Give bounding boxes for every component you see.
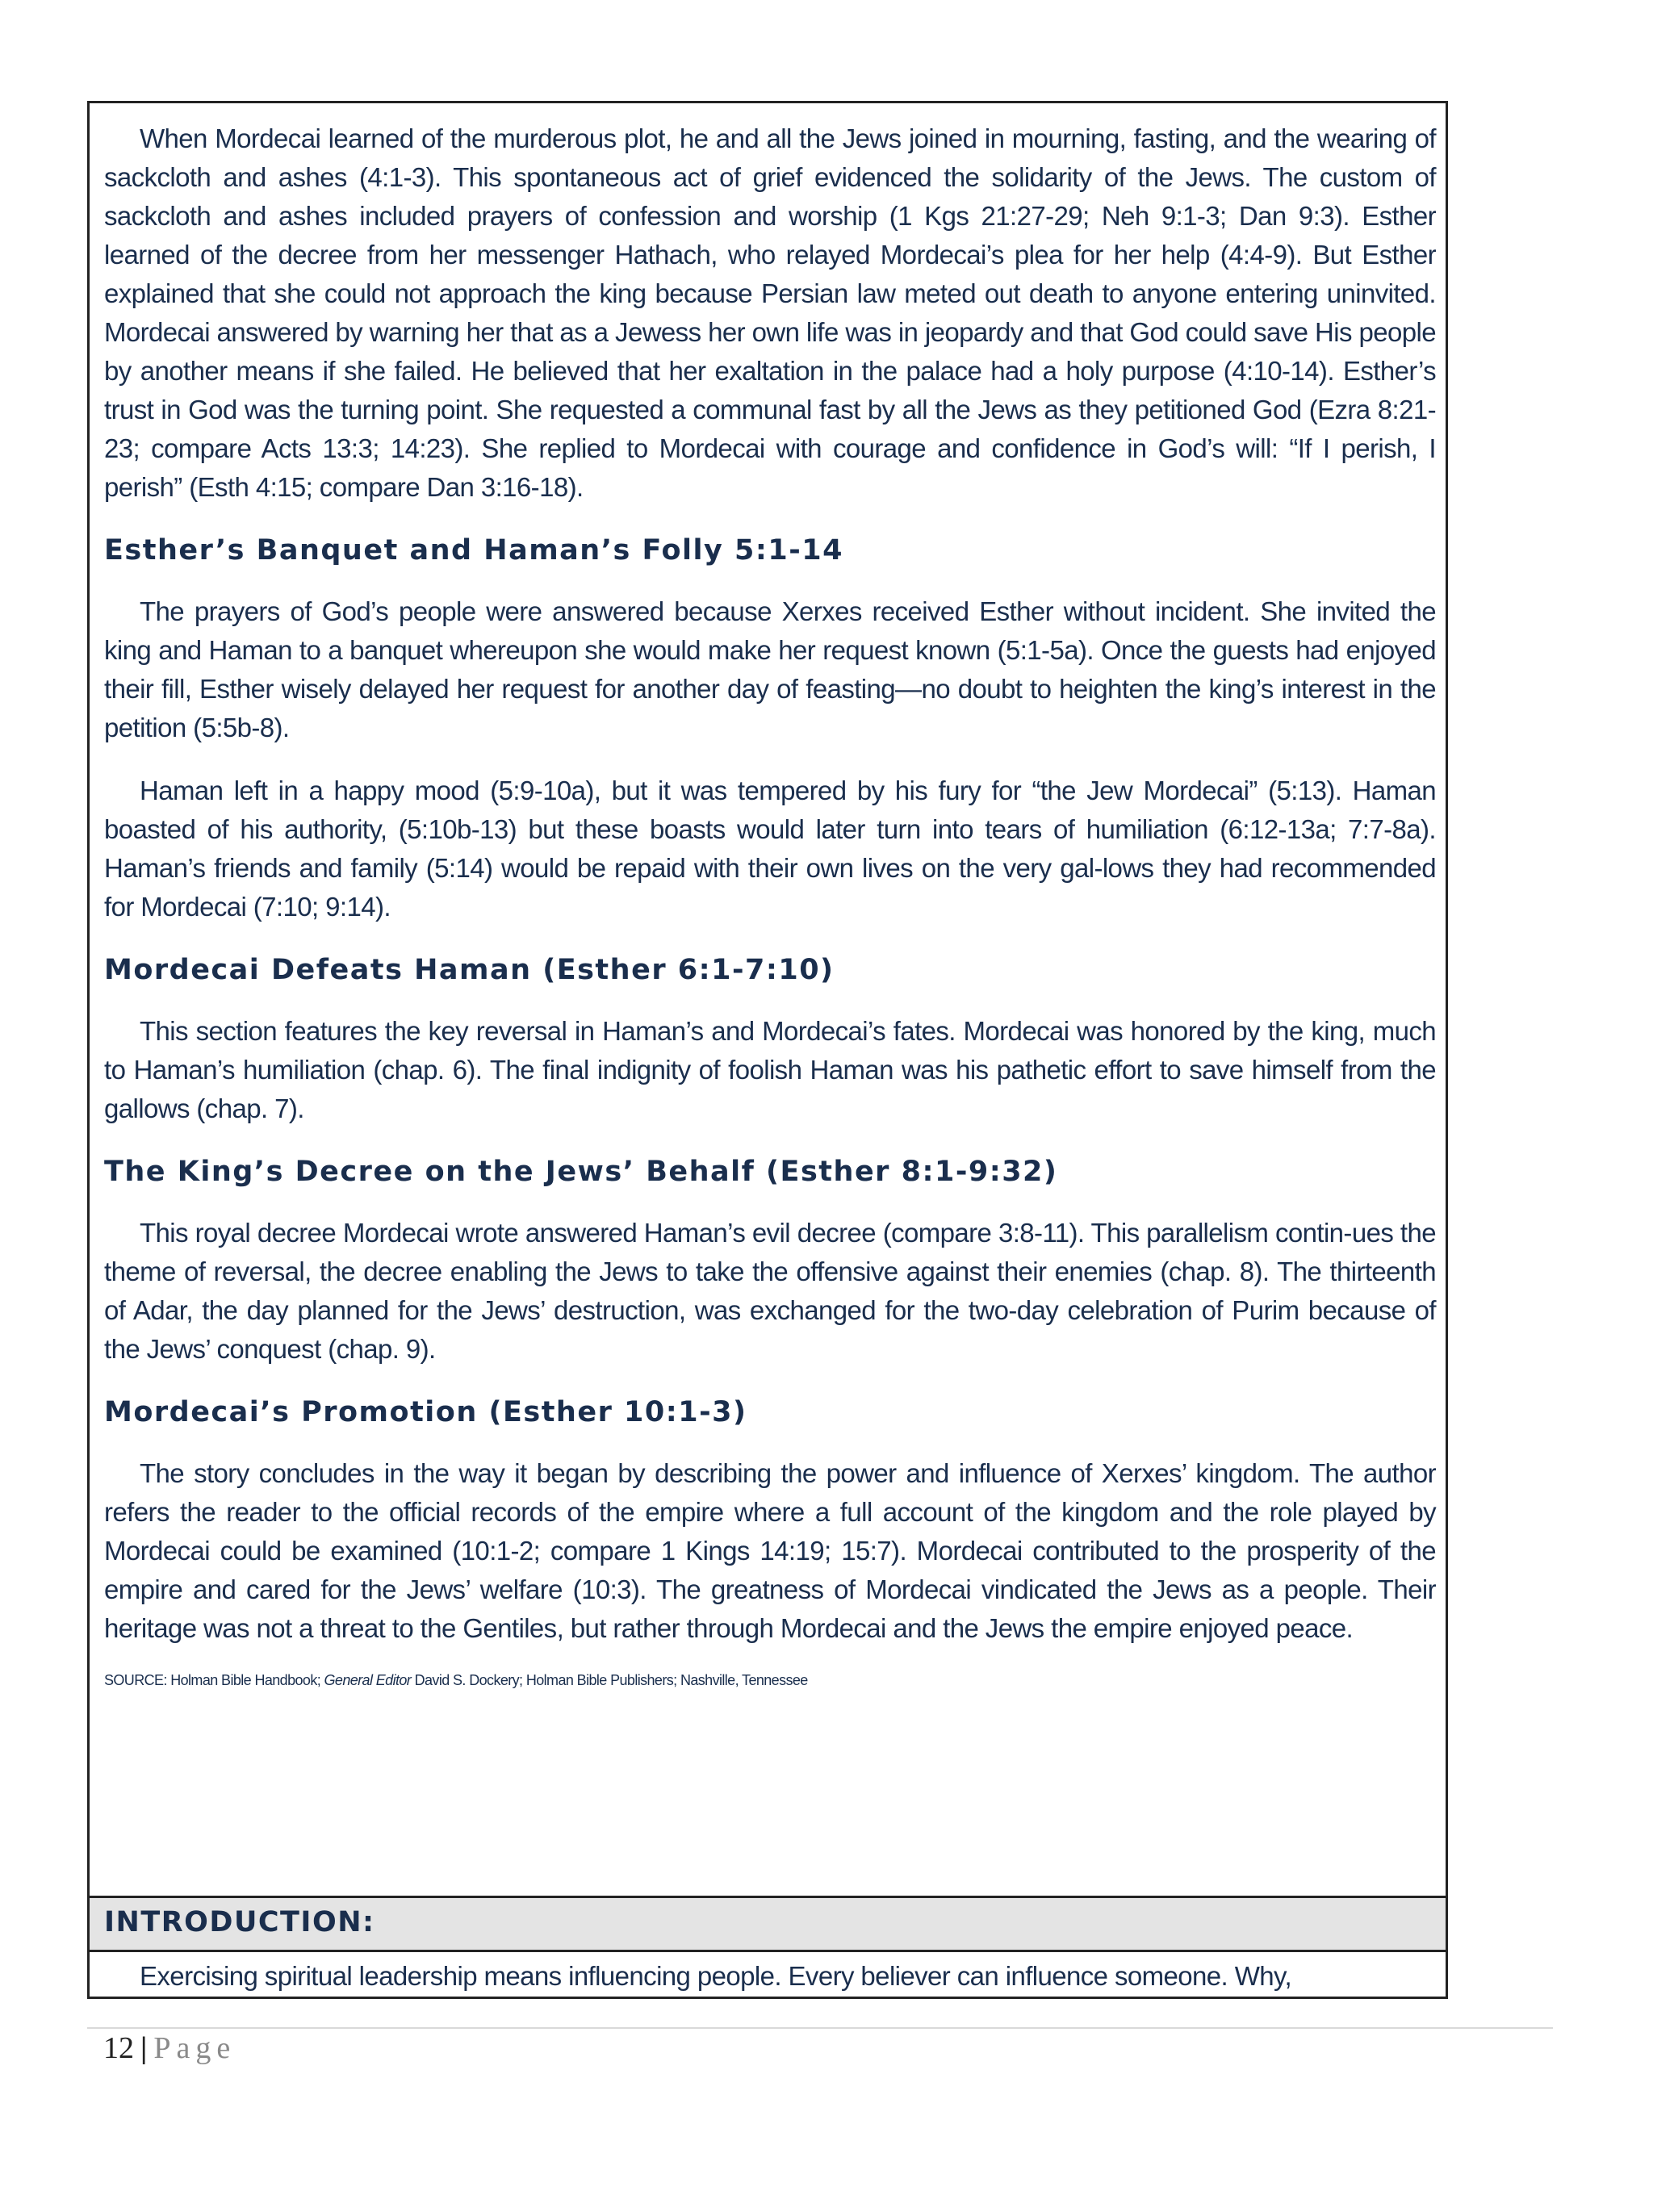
introduction-header-bar bbox=[90, 1896, 1446, 1952]
content-frame bbox=[87, 101, 1448, 1999]
page-word: Page bbox=[153, 2031, 236, 2065]
paragraph: This section features the key reversal in Haman’s and Mordecai’s fates. Mordecai was honored by the king, much to Haman’s humiliation (chap. 6). The final indignity of foolish Haman was his pathetic effort to save himself from the gallows (chap. 7). bbox=[104, 1016, 1436, 1123]
page-number: 12 bbox=[103, 2031, 134, 2065]
section-heading: Esther’s Banquet and Haman’s Folly 5:1-14 bbox=[104, 534, 843, 567]
footer-divider bbox=[87, 2027, 1553, 2029]
footer-separator: | bbox=[140, 2031, 148, 2065]
source-prefix: SOURCE: Holman Bible Handbook; bbox=[104, 1672, 324, 1688]
source-editor-label: General Editor bbox=[324, 1672, 412, 1688]
source-citation bbox=[104, 1672, 1436, 1689]
introduction-text: Exercising spiritual leadership means influencing people. Every believer can influence someone. Why, bbox=[140, 1961, 1292, 1991]
article-body bbox=[104, 119, 1436, 1689]
page-footer bbox=[103, 2030, 236, 2066]
section-heading: Mordecai Defeats Haman (Esther 6:1-7:10) bbox=[104, 954, 835, 986]
paragraph: The story concludes in the way it began by describing the power and influence of Xerxes’ kingdom. The author refers the reader to the official records of the empire where a full account of the kingdom and the role played by Mordecai could be examined (10:1-2; compare 1 Kings 14:19; 15:7). Mordecai contributed to the prosperity of the empire and cared for the Jews’ welfare (10:3). The greatness of Mordecai vindicated the Jews as a people. Their heritage was not a threat to the Gentiles, but rather through Mordecai and the Jews the empire enjoyed peace. bbox=[104, 1458, 1436, 1643]
section-heading: The King’s Decree on the Jews’ Behalf (Esther 8:1-9:32) bbox=[104, 1156, 1058, 1188]
paragraph: When Mordecai learned of the murderous plot, he and all the Jews joined in mourning, fasting, and the wearing of sackcloth and ashes (4:1-3). This spontaneous act of grief evidenced the solidarity of the Jews. The custom of sackcloth and ashes included prayers of confession and worship (1 Kgs 21:27-29; Neh 9:1-3; Dan 9:3). Esther learned of the decree from her messenger Hathach, who relayed Mordecai’s plea for her help (4:4-9). But Esther explained that she could not approach the king because Persian law meted out death to anyone entering uninvited. Mordecai answered by warning her that as a Jewess her own life was in jeopardy and that God could save His people by another means if she failed. He believed that her exaltation in the palace had a holy purpose (4:10-14). Esther’s trust in God was the turning point. She requested a communal fast by all the Jews as they petitioned God (Ezra 8:21-23; compare Acts 13:3; 14:23). She replied to Mordecai with courage and confidence in God’s will: “If I perish, I perish” (Esth 4:15; compare Dan 3:16-18). bbox=[104, 123, 1436, 502]
introduction-title: INTRODUCTION: bbox=[104, 1906, 375, 1938]
source-suffix: David S. Dockery; Holman Bible Publishers; Nashville, Tennessee bbox=[411, 1672, 808, 1688]
paragraph: Haman left in a happy mood (5:9-10a), but it was tempered by his fury for “the Jew Mordecai” (5:13). Haman boasted of his authority, (5:10b-13) but these boasts would later turn into tears of humiliation (6:12-13a; 7:7-8a). Haman’s friends and family (5:14) would be repaid with their own lives on the very gal-lows they had recommended for Mordecai (7:10; 9:14). bbox=[104, 776, 1436, 922]
paragraph: The prayers of God’s people were answered because Xerxes received Esther without incident. She invited the king and Haman to a banquet whereupon she would make her request known (5:1-5a). Once the guests had enjoyed their fill, Esther wisely delayed her request for another day of feasting—no doubt to heighten the king’s interest in the petition (5:5b-8). bbox=[104, 596, 1436, 742]
section-heading: Mordecai’s Promotion (Esther 10:1-3) bbox=[104, 1396, 747, 1428]
paragraph: This royal decree Mordecai wrote answered Haman’s evil decree (compare 3:8-11). This parallelism contin-ues the theme of reversal, the decree enabling the Jews to take the offensive against their enemies (chap. 8). The thirteenth of Adar, the day planned for the Jews’ destruction, was exchanged for the two-day celebration of Purim because of the Jews’ conquest (chap. 9). bbox=[104, 1218, 1436, 1364]
